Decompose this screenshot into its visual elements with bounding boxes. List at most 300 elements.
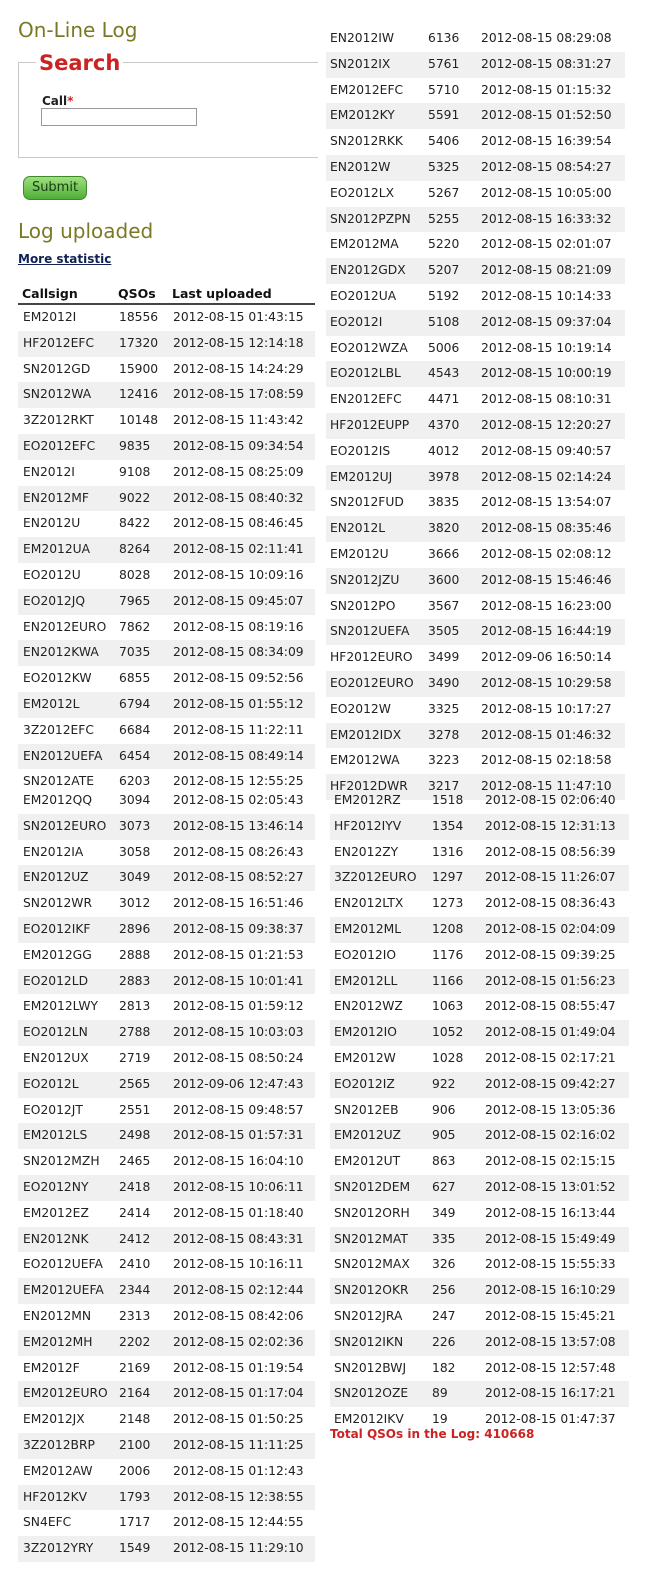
callsign-cell: 3Z2012EURO — [334, 870, 417, 885]
more-statistic-link[interactable]: More statistic — [18, 252, 112, 266]
table-row — [18, 1536, 315, 1562]
callsign-cell: SN2012OZE — [334, 1386, 409, 1401]
qsos-cell: 6855 — [119, 671, 151, 686]
callsign-cell: SN2012RKK — [330, 134, 403, 149]
last-uploaded-cell: 2012-08-15 15:55:33 — [485, 1257, 616, 1272]
table-row — [18, 1123, 315, 1149]
callsign-cell: EN2012MF — [23, 490, 89, 505]
last-uploaded-cell: 2012-08-15 08:40:32 — [173, 490, 304, 505]
callsign-cell: EM2012LWY — [23, 999, 99, 1014]
qsos-cell: 18556 — [119, 310, 159, 324]
callsign-cell: EM2012WA — [330, 753, 400, 768]
callsign-cell: SN2012FUD — [330, 495, 404, 510]
table-row — [326, 207, 625, 233]
table-row — [326, 697, 625, 723]
header-last-uploaded: Last uploaded — [172, 286, 272, 301]
qsos-cell: 3012 — [119, 896, 151, 911]
table-row — [330, 917, 629, 943]
table-row — [18, 357, 315, 383]
last-uploaded-cell: 2012-08-15 16:33:32 — [481, 211, 612, 226]
callsign-cell: 3Z2012YRY — [23, 1541, 94, 1556]
table-row — [18, 1304, 315, 1330]
qsos-cell: 6136 — [428, 31, 460, 45]
qsos-cell: 5255 — [428, 211, 460, 226]
table-row — [18, 331, 315, 357]
qsos-cell: 10148 — [119, 413, 159, 428]
table-row — [18, 788, 315, 814]
table-row — [18, 1356, 315, 1382]
table-row — [18, 511, 315, 537]
table-row — [326, 232, 625, 258]
table-row — [330, 1201, 629, 1227]
qsos-cell: 1176 — [432, 947, 464, 962]
last-uploaded-cell: 2012-08-15 08:50:24 — [173, 1050, 304, 1065]
callsign-cell: EO2012U — [23, 567, 81, 582]
callsign-cell: EN2012I — [23, 464, 75, 479]
qsos-cell: 5710 — [428, 82, 460, 97]
callsign-cell: EO2012UEFA — [23, 1257, 103, 1272]
table-row — [18, 1046, 315, 1072]
table-row — [18, 1510, 315, 1536]
callsign-cell: 3Z2012EFC — [23, 722, 94, 737]
table-row — [326, 336, 625, 362]
last-uploaded-cell: 2012-08-15 08:43:31 — [173, 1231, 304, 1246]
callsign-cell: EO2012UA — [330, 288, 397, 303]
qsos-cell: 2565 — [119, 1076, 151, 1091]
last-uploaded-cell: 2012-08-15 13:05:36 — [485, 1102, 616, 1117]
table-row — [18, 460, 315, 486]
last-uploaded-cell: 2012-08-15 10:03:03 — [173, 1025, 304, 1040]
required-mark: * — [67, 94, 74, 108]
last-uploaded-cell: 2012-08-15 02:11:41 — [173, 542, 304, 557]
table-row — [326, 52, 625, 78]
callsign-cell: EN2012WZ — [334, 999, 403, 1014]
qsos-cell: 89 — [432, 1386, 448, 1401]
table-row — [18, 840, 315, 866]
qsos-cell: 2100 — [119, 1437, 151, 1452]
table-row — [326, 103, 625, 129]
qsos-cell: 2719 — [119, 1050, 151, 1065]
table-row — [330, 1098, 629, 1124]
submit-button[interactable]: Submit — [23, 176, 87, 200]
table-row — [18, 305, 315, 331]
callsign-cell: SN2012JZU — [330, 572, 400, 587]
last-uploaded-cell: 2012-08-15 02:15:15 — [485, 1154, 616, 1169]
last-uploaded-cell: 2012-08-15 02:01:07 — [481, 237, 612, 252]
table-row — [326, 155, 625, 181]
table-row — [18, 865, 315, 891]
table-row — [18, 1227, 315, 1253]
qsos-cell: 5406 — [428, 134, 460, 149]
callsign-cell: EM2012LL — [334, 973, 398, 988]
last-uploaded-cell: 2012-08-15 01:15:32 — [481, 82, 612, 97]
callsign-cell: SN2012DEM — [334, 1179, 411, 1194]
callsign-cell: EO2012NY — [23, 1179, 89, 1194]
qsos-cell: 5192 — [428, 288, 460, 303]
last-uploaded-cell: 2012-08-15 12:14:18 — [173, 335, 304, 350]
table-row — [330, 1046, 629, 1072]
callsign-cell: EN2012W — [330, 159, 391, 174]
table-row — [330, 1252, 629, 1278]
callsign-cell: EN2012LTX — [334, 896, 404, 911]
qsos-cell: 863 — [432, 1154, 456, 1169]
callsign-cell: EN2012KWA — [23, 645, 99, 660]
last-uploaded-cell: 2012-08-15 08:56:39 — [485, 844, 616, 859]
qsos-cell: 2465 — [119, 1154, 151, 1169]
callsign-cell: EM2012UA — [23, 542, 91, 557]
callsign-cell: HF2012EURO — [330, 650, 413, 665]
table-row — [18, 744, 315, 770]
table-row — [18, 943, 315, 969]
table-row — [18, 1381, 315, 1407]
callsign-cell: EO2012EFC — [23, 438, 96, 453]
last-uploaded-cell: 2012-08-15 01:59:12 — [173, 999, 304, 1014]
table-row — [18, 969, 315, 995]
callsign-cell: EO2012IZ — [334, 1076, 395, 1091]
last-uploaded-cell: 2012-08-15 16:51:46 — [173, 896, 304, 911]
callsign-cell: SN2012EURO — [23, 818, 107, 833]
qsos-cell: 1166 — [432, 973, 464, 988]
qsos-cell: 247 — [432, 1308, 456, 1323]
last-uploaded-cell: 2012-08-15 01:43:15 — [173, 310, 304, 324]
table-row — [18, 1459, 315, 1485]
qsos-cell: 2788 — [119, 1025, 151, 1040]
qsos-cell: 5108 — [428, 314, 460, 329]
qsos-cell: 2883 — [119, 973, 151, 988]
qsos-cell: 1063 — [432, 999, 464, 1014]
callsign-cell: SN2012UEFA — [330, 624, 410, 639]
table-row — [330, 1123, 629, 1149]
table-row — [326, 645, 625, 671]
qsos-cell: 1052 — [432, 1025, 464, 1040]
table-row — [18, 1149, 315, 1175]
qsos-cell: 3217 — [428, 779, 460, 794]
table-row — [18, 666, 315, 692]
last-uploaded-cell: 2012-08-15 08:29:08 — [481, 31, 612, 45]
last-uploaded-cell: 2012-08-15 02:14:24 — [481, 469, 612, 484]
qsos-cell: 6454 — [119, 748, 151, 763]
last-uploaded-cell: 2012-08-15 12:20:27 — [481, 417, 612, 432]
call-input[interactable] — [41, 108, 197, 126]
last-uploaded-cell: 2012-08-15 01:55:12 — [173, 696, 304, 711]
last-uploaded-cell: 2012-08-15 09:45:07 — [173, 593, 304, 608]
callsign-cell: SN4EFC — [23, 1515, 72, 1530]
last-uploaded-cell: 2012-08-15 08:55:47 — [485, 999, 616, 1014]
callsign-cell: EM2012AW — [23, 1463, 93, 1478]
last-uploaded-cell: 2012-08-15 09:52:56 — [173, 671, 304, 686]
table-left-bottom — [18, 788, 315, 1562]
qsos-cell: 5325 — [428, 159, 460, 174]
last-uploaded-cell: 2012-08-15 09:37:04 — [481, 314, 612, 329]
table-row — [18, 589, 315, 615]
qsos-cell: 3835 — [428, 495, 460, 510]
table-row — [330, 1175, 629, 1201]
callsign-cell: EM2012EZ — [23, 1205, 89, 1220]
callsign-cell: SN2012WA — [23, 387, 92, 402]
last-uploaded-cell: 2012-08-15 16:23:00 — [481, 598, 612, 613]
table-header — [18, 283, 315, 305]
table-row — [326, 26, 625, 52]
callsign-cell: SN2012MAX — [334, 1257, 410, 1272]
callsign-cell: EN2012IA — [23, 844, 84, 859]
qsos-cell: 1297 — [432, 870, 464, 885]
qsos-cell: 922 — [432, 1076, 456, 1091]
callsign-cell: SN2012MZH — [23, 1154, 100, 1169]
total-qsos: Total QSOs in the Log: 410668 — [330, 1427, 535, 1441]
qsos-cell: 2148 — [119, 1412, 151, 1427]
qsos-cell: 1518 — [432, 793, 464, 807]
callsign-cell: 3Z2012RKT — [23, 413, 94, 428]
qsos-cell: 1793 — [119, 1489, 151, 1504]
callsign-cell: EM2012IKV — [334, 1412, 404, 1427]
last-uploaded-cell: 2012-08-15 16:13:44 — [485, 1205, 616, 1220]
qsos-cell: 2169 — [119, 1360, 151, 1375]
qsos-cell: 3490 — [428, 675, 460, 690]
last-uploaded-cell: 2012-08-15 09:38:37 — [173, 921, 304, 936]
table-right-top — [326, 26, 625, 800]
table-row — [330, 1072, 629, 1098]
table-row — [18, 917, 315, 943]
qsos-cell: 226 — [432, 1334, 456, 1349]
callsign-cell: EN2012L — [330, 521, 386, 536]
callsign-cell: EN2012UZ — [23, 870, 89, 885]
callsign-cell: HF2012IYV — [334, 818, 402, 833]
qsos-cell: 2414 — [119, 1205, 151, 1220]
qsos-cell: 3499 — [428, 650, 460, 665]
callsign-cell: EN2012UX — [23, 1050, 89, 1065]
qsos-cell: 5207 — [428, 263, 460, 278]
table-row — [330, 1278, 629, 1304]
qsos-cell: 1717 — [119, 1515, 151, 1530]
callsign-cell: EO2012I — [330, 314, 383, 329]
last-uploaded-cell: 2012-08-15 08:31:27 — [481, 56, 612, 71]
last-uploaded-cell: 2012-08-15 01:19:54 — [173, 1360, 304, 1375]
last-uploaded-cell: 2012-09-06 16:50:14 — [481, 650, 612, 665]
callsign-cell: EO2012L — [23, 1076, 79, 1091]
callsign-cell: SN2012MAT — [334, 1231, 408, 1246]
qsos-cell: 1273 — [432, 896, 464, 911]
table-row — [326, 439, 625, 465]
table-row — [18, 814, 315, 840]
callsign-cell: EM2012JX — [23, 1412, 85, 1427]
qsos-cell: 2164 — [119, 1386, 151, 1401]
qsos-cell: 17320 — [119, 335, 159, 350]
last-uploaded-cell: 2012-08-15 01:21:53 — [173, 947, 304, 962]
last-uploaded-cell: 2012-08-15 16:44:19 — [481, 624, 612, 639]
callsign-cell: EM2012LS — [23, 1128, 88, 1143]
callsign-cell: EO2012LN — [23, 1025, 88, 1040]
qsos-cell: 6203 — [119, 774, 151, 789]
qsos-cell: 7862 — [119, 619, 151, 634]
last-uploaded-cell: 2012-08-15 11:22:11 — [173, 722, 304, 737]
qsos-cell: 7965 — [119, 593, 151, 608]
table-row — [330, 1356, 629, 1382]
last-uploaded-cell: 2012-08-15 08:26:43 — [173, 844, 304, 859]
table-row — [18, 1020, 315, 1046]
callsign-cell: EO2012LD — [23, 973, 89, 988]
qsos-cell: 3073 — [119, 818, 151, 833]
callsign-cell: SN2012ATE — [23, 774, 95, 789]
callsign-cell: EM2012EFC — [330, 82, 404, 97]
table-row — [18, 640, 315, 666]
table-row — [326, 284, 625, 310]
table-row — [326, 516, 625, 542]
qsos-cell: 1549 — [119, 1541, 151, 1556]
qsos-cell: 3505 — [428, 624, 460, 639]
callsign-cell: EO2012LX — [330, 185, 395, 200]
qsos-cell: 1316 — [432, 844, 464, 859]
callsign-cell: EM2012F — [23, 1360, 80, 1375]
callsign-cell: SN2012PZPN — [330, 211, 411, 226]
callsign-cell: EM2012QQ — [23, 793, 93, 807]
last-uploaded-cell: 2012-08-15 10:17:27 — [481, 701, 612, 716]
last-uploaded-cell: 2012-08-15 02:05:43 — [173, 793, 304, 807]
callsign-cell: SN2012WR — [23, 896, 93, 911]
qsos-cell: 3666 — [428, 546, 460, 561]
last-uploaded-cell: 2012-08-15 01:12:43 — [173, 1463, 304, 1478]
last-uploaded-cell: 2012-08-15 09:42:27 — [485, 1076, 616, 1091]
callsign-cell: SN2012GD — [23, 361, 91, 376]
table-row — [18, 1330, 315, 1356]
last-uploaded-cell: 2012-08-15 10:01:41 — [173, 973, 304, 988]
table-row — [18, 718, 315, 744]
callsign-cell: EN2012EURO — [23, 619, 107, 634]
table-row — [326, 723, 625, 749]
last-uploaded-cell: 2012-08-15 10:19:14 — [481, 340, 612, 355]
qsos-cell: 2498 — [119, 1128, 151, 1143]
table-row — [18, 692, 315, 718]
callsign-cell: EO2012W — [330, 701, 391, 716]
last-uploaded-cell: 2012-08-15 08:34:09 — [173, 645, 304, 660]
qsos-cell: 2344 — [119, 1283, 151, 1298]
last-uploaded-cell: 2012-08-15 01:52:50 — [481, 108, 612, 123]
last-uploaded-cell: 2012-08-15 08:25:09 — [173, 464, 304, 479]
callsign-cell: EM2012KY — [330, 108, 395, 123]
table-row — [330, 1381, 629, 1407]
last-uploaded-cell: 2012-08-15 10:05:00 — [481, 185, 612, 200]
qsos-cell: 8264 — [119, 542, 151, 557]
qsos-cell: 256 — [432, 1283, 456, 1298]
page-title: On-Line Log — [18, 18, 138, 42]
callsign-cell: HF2012KV — [23, 1489, 88, 1504]
last-uploaded-cell: 2012-08-15 09:48:57 — [173, 1102, 304, 1117]
last-uploaded-cell: 2012-08-15 16:39:54 — [481, 134, 612, 149]
table-row — [330, 1304, 629, 1330]
table-row — [326, 619, 625, 645]
table-row — [18, 1407, 315, 1433]
table-row — [326, 568, 625, 594]
last-uploaded-cell: 2012-08-15 08:35:46 — [481, 521, 612, 536]
callsign-cell: HF2012EUPP — [330, 417, 410, 432]
qsos-cell: 4012 — [428, 443, 460, 458]
last-uploaded-cell: 2012-08-15 15:45:21 — [485, 1308, 616, 1323]
qsos-cell: 6794 — [119, 696, 151, 711]
table-row — [18, 537, 315, 563]
last-uploaded-cell: 2012-08-15 13:01:52 — [485, 1179, 616, 1194]
last-uploaded-cell: 2012-08-15 10:00:19 — [481, 366, 612, 381]
last-uploaded-cell: 2012-08-15 12:31:13 — [485, 818, 616, 833]
callsign-cell: EM2012UZ — [334, 1128, 401, 1143]
callsign-cell: EM2012IO — [334, 1025, 397, 1040]
qsos-cell: 182 — [432, 1360, 456, 1375]
table-row — [18, 434, 315, 460]
qsos-cell: 3049 — [119, 870, 151, 885]
callsign-cell: EO2012LBL — [330, 366, 401, 381]
callsign-cell: EM2012L — [23, 696, 80, 711]
last-uploaded-cell: 2012-08-15 01:47:37 — [485, 1412, 616, 1427]
callsign-cell: HF2012EFC — [23, 335, 95, 350]
last-uploaded-cell: 2012-08-15 14:24:29 — [173, 361, 304, 376]
qsos-cell: 3978 — [428, 469, 460, 484]
last-uploaded-cell: 2012-08-15 17:08:59 — [173, 387, 304, 402]
table-row — [326, 387, 625, 413]
table-row — [18, 1175, 315, 1201]
qsos-cell: 3223 — [428, 753, 460, 768]
qsos-cell: 5761 — [428, 56, 460, 71]
last-uploaded-cell: 2012-08-15 08:54:27 — [481, 159, 612, 174]
callsign-cell: SN2012PO — [330, 598, 396, 613]
last-uploaded-cell: 2012-08-15 09:39:25 — [485, 947, 616, 962]
qsos-cell: 1354 — [432, 818, 464, 833]
table-row — [330, 865, 629, 891]
callsign-cell: HF2012DWR — [330, 779, 408, 794]
table-row — [18, 1278, 315, 1304]
table-row — [326, 361, 625, 387]
last-uploaded-cell: 2012-08-15 13:46:14 — [173, 818, 304, 833]
table-row — [326, 181, 625, 207]
last-uploaded-cell: 2012-08-15 11:43:42 — [173, 413, 304, 428]
last-uploaded-cell: 2012-08-15 01:56:23 — [485, 973, 616, 988]
qsos-cell: 7035 — [119, 645, 151, 660]
last-uploaded-cell: 2012-08-15 16:10:29 — [485, 1283, 616, 1298]
qsos-cell: 3278 — [428, 727, 460, 742]
qsos-cell: 9835 — [119, 438, 151, 453]
table-row — [18, 563, 315, 589]
qsos-cell: 3325 — [428, 701, 460, 716]
table-row — [18, 1433, 315, 1459]
last-uploaded-cell: 2012-08-15 08:21:09 — [481, 263, 612, 278]
callsign-cell: EO2012IO — [334, 947, 397, 962]
callsign-cell: EM2012I — [23, 310, 77, 324]
table-row — [330, 891, 629, 917]
callsign-cell: EM2012W — [334, 1050, 396, 1065]
callsign-cell: EM2012MH — [23, 1334, 93, 1349]
callsign-cell: EM2012UEFA — [23, 1283, 104, 1298]
callsign-cell: SN2012IKN — [334, 1334, 404, 1349]
callsign-cell: EN2012GDX — [330, 263, 406, 278]
table-row — [18, 1201, 315, 1227]
last-uploaded-cell: 2012-08-15 10:06:11 — [173, 1179, 304, 1194]
last-uploaded-cell: 2012-08-15 13:57:08 — [485, 1334, 616, 1349]
table-row — [330, 788, 629, 814]
last-uploaded-cell: 2012-08-15 08:46:45 — [173, 516, 304, 531]
last-uploaded-cell: 2012-08-15 12:44:55 — [173, 1515, 304, 1530]
last-uploaded-cell: 2012-08-15 08:36:43 — [485, 896, 616, 911]
qsos-cell: 2006 — [119, 1463, 151, 1478]
table-row — [18, 382, 315, 408]
qsos-cell: 335 — [432, 1231, 456, 1246]
callsign-cell: EN2012MN — [23, 1308, 92, 1323]
last-uploaded-cell: 2012-08-15 01:18:40 — [173, 1205, 304, 1220]
table-row — [330, 1020, 629, 1046]
last-uploaded-cell: 2012-08-15 16:04:10 — [173, 1154, 304, 1169]
qsos-cell: 2551 — [119, 1102, 151, 1117]
table-row — [330, 814, 629, 840]
table-row — [18, 486, 315, 512]
callsign-cell: EO2012EURO — [330, 675, 414, 690]
qsos-cell: 1028 — [432, 1050, 464, 1065]
callsign-cell: EO2012WZA — [330, 340, 408, 355]
